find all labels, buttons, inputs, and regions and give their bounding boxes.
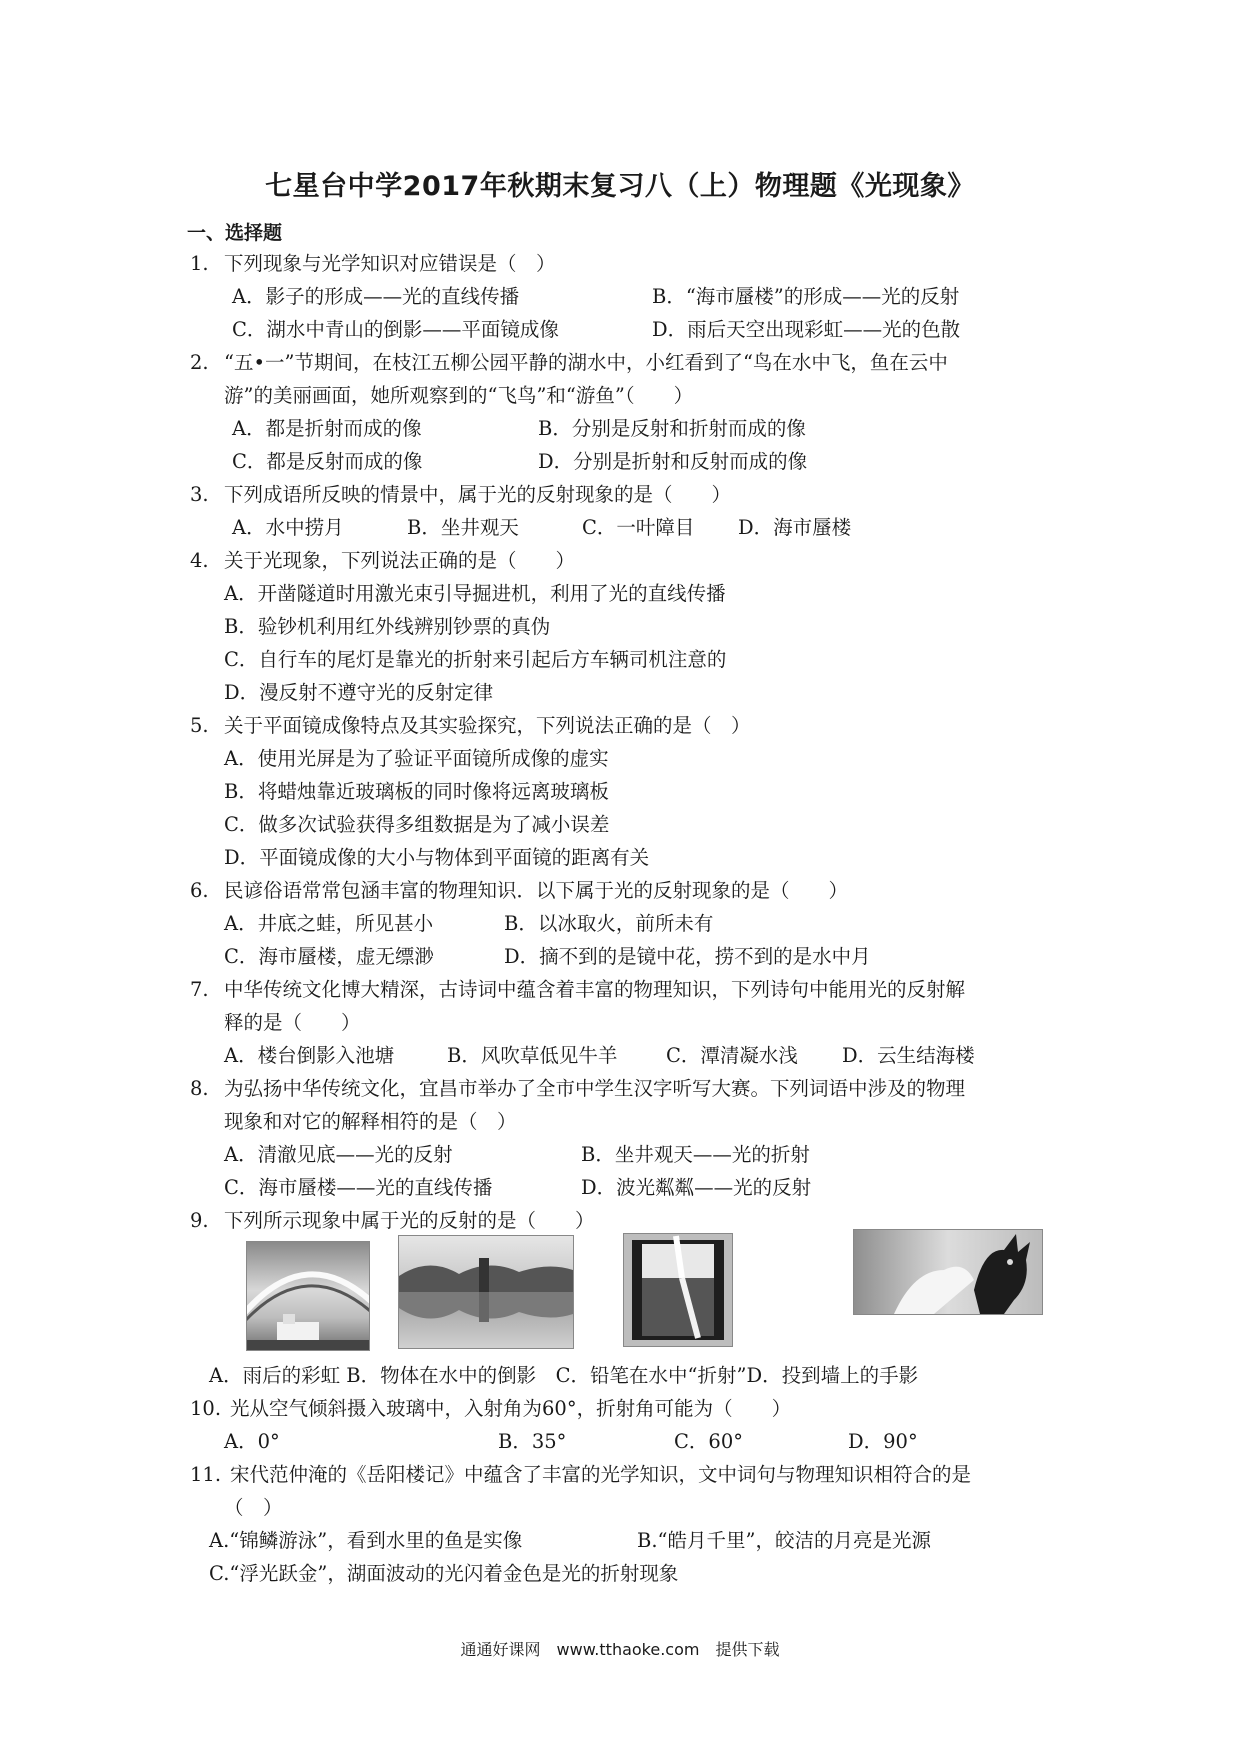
option-b: B．风吹草低见牛羊 (447, 1044, 618, 1067)
hand-shadow-photo (853, 1229, 1043, 1315)
question-number: 4. (190, 549, 209, 572)
option-d: D．波光粼粼——光的反射 (581, 1176, 812, 1199)
question-number: 7. (190, 978, 209, 1001)
option-c: C．60° (674, 1430, 743, 1453)
option-b: B．以冰取火，前所未有 (504, 912, 714, 935)
question-stem: 光从空气倾斜摄入玻璃中，入射角为60°，折射角可能为（ ） (230, 1397, 792, 1420)
question-number: 10. (190, 1397, 222, 1420)
question-number: 2. (190, 351, 209, 374)
option-d: D．漫反射不遵守光的反射定律 (224, 681, 494, 704)
option-b: B．坐井观天 (407, 516, 519, 539)
option-a: A．清澈见底——光的反射 (224, 1143, 453, 1166)
option-b: B．将蜡烛靠近玻璃板的同时像将远离玻璃板 (224, 780, 609, 803)
question-stem: 为弘扬中华传统文化，宜昌市举办了全市中学生汉字听写大赛。下列词语中涉及的物理 (224, 1077, 966, 1100)
option-b: B．验钞机利用红外线辨别钞票的真伪 (224, 615, 551, 638)
rainbow-photo (246, 1241, 370, 1351)
option-c: C.“浮光跃金”，湖面波动的光闪着金色是光的折射现象 (209, 1562, 679, 1585)
question-stem: 宋代范仲淹的《岳阳楼记》中蕴含了丰富的光学知识，文中词句与物理知识相符合的是 (230, 1463, 972, 1486)
option-a: A．开凿隧道时用激光束引导掘进机，利用了光的直线传播 (224, 582, 726, 605)
figure-captions: A．雨后的彩虹 B．物体在水中的倒影 C．铅笔在水中“折射”D．投到墙上的手影 (209, 1364, 919, 1387)
question-stem: 下列所示现象中属于光的反射的是（ ） (224, 1209, 595, 1232)
pencil-in-water-photo (623, 1233, 733, 1347)
option-a: A．0° (224, 1430, 280, 1453)
option-b: B．分别是反射和折射而成的像 (538, 417, 806, 440)
question-stem: 关于平面镜成像特点及其实验探究，下列说法正确的是（ ） (224, 714, 751, 737)
question-number: 8. (190, 1077, 209, 1100)
option-a: A．影子的形成——光的直线传播 (232, 285, 520, 308)
option-c: C．自行车的尾灯是靠光的折射来引起后方车辆司机注意的 (224, 648, 727, 671)
reflection-photo (398, 1235, 574, 1349)
question-stem: 中华传统文化博大精深，古诗词中蕴含着丰富的物理知识，下列诗句中能用光的反射解 (224, 978, 966, 1001)
question-number: 5. (190, 714, 209, 737)
page-title: 七星台中学2017年秋期末复习八（上）物理题《光现象》 (265, 171, 975, 202)
question-stem-continued: 游”的美丽画面，她所观察到的“飞鸟”和“游鱼”（ ） (224, 384, 694, 407)
option-c: C．潭清凝水浅 (666, 1044, 798, 1067)
option-a: A．水中捞月 (232, 516, 344, 539)
question-stem-continued: （ ） (224, 1496, 283, 1519)
option-d: D．平面镜成像的大小与物体到平面镜的距离有关 (224, 846, 650, 869)
option-c: C．做多次试验获得多组数据是为了减小误差 (224, 813, 610, 836)
option-c: C．都是反射而成的像 (232, 450, 423, 473)
question-number: 6. (190, 879, 209, 902)
option-d: D．雨后天空出现彩虹——光的色散 (652, 318, 961, 341)
option-c: C．湖水中青山的倒影——平面镜成像 (232, 318, 559, 341)
option-a: A．都是折射而成的像 (232, 417, 422, 440)
option-a: A．楼台倒影入池塘 (224, 1044, 395, 1067)
question-stem-continued: 释的是（ ） (224, 1011, 361, 1034)
option-d: D．90° (848, 1430, 918, 1453)
option-d: D．云生结海楼 (842, 1044, 975, 1067)
option-b: B．35° (498, 1430, 567, 1453)
option-c: C．一叶障目 (582, 516, 695, 539)
question-number: 1. (190, 252, 209, 275)
option-b: B．“海市蜃楼”的形成——光的反射 (652, 285, 960, 308)
option-a: A．井底之蛙，所见甚小 (224, 912, 434, 935)
question-stem: “五•一”节期间，在枝江五柳公园平静的湖水中，小红看到了“鸟在水中飞，鱼在云中 (224, 351, 948, 374)
option-b: B.“皓月千里”，皎洁的月亮是光源 (637, 1529, 931, 1552)
option-a: A．使用光屏是为了验证平面镜所成像的虚实 (224, 747, 609, 770)
option-b: B．坐井观天——光的折射 (581, 1143, 810, 1166)
page-footer: 通通好课网 www.tthaoke.com 提供下载 (460, 1640, 780, 1659)
question-stem: 关于光现象，下列说法正确的是（ ） (224, 549, 576, 572)
question-number: 11. (190, 1463, 222, 1486)
question-stem: 下列现象与光学知识对应错误是（ ） (224, 252, 556, 275)
option-c: C．海市蜃楼——光的直线传播 (224, 1176, 493, 1199)
option-c: C．海市蜃楼，虚无缥渺 (224, 945, 434, 968)
section-heading: 一、选择题 (187, 222, 283, 244)
option-d: D．摘不到的是镜中花，捞不到的是水中月 (504, 945, 871, 968)
option-d: D．分别是折射和反射而成的像 (538, 450, 808, 473)
question-stem: 下列成语所反映的情景中，属于光的反射现象的是（ ） (224, 483, 732, 506)
question-stem: 民谚俗语常常包涵丰富的物理知识．以下属于光的反射现象的是（ ） (224, 879, 849, 902)
question-number: 3. (190, 483, 209, 506)
question-number: 9. (190, 1209, 209, 1232)
option-a: A.“锦鳞游泳”，看到水里的鱼是实像 (209, 1529, 523, 1552)
option-d: D．海市蜃楼 (738, 516, 852, 539)
question-stem-continued: 现象和对它的解释相符的是（ ） (224, 1110, 517, 1133)
